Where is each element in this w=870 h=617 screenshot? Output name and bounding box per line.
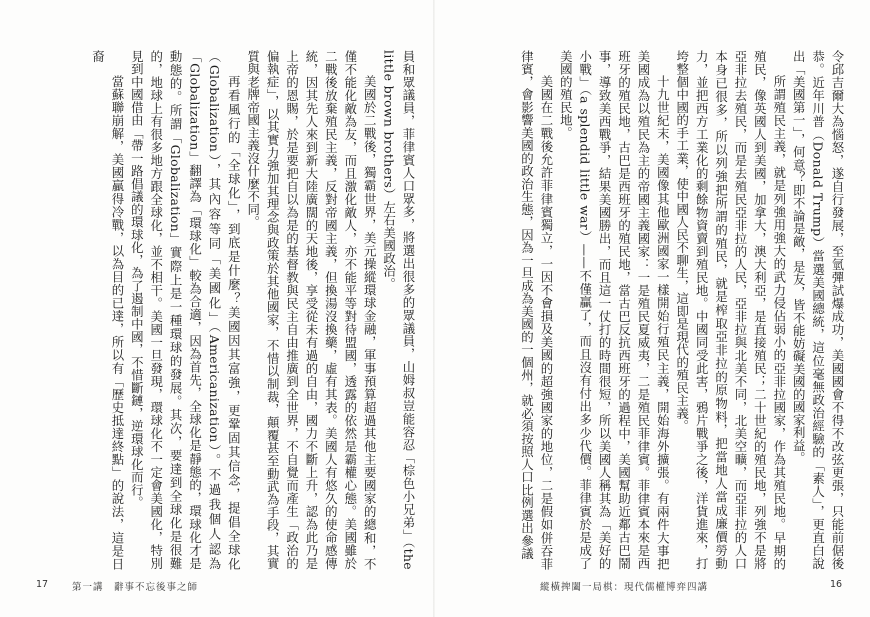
left-page-number: 17: [36, 579, 49, 590]
left-paragraph: 當蘇聯崩解，美國贏得冷戰，以為目的已達，所以有「歷史抵達終點」的說法，這是日裔: [90, 50, 125, 570]
right-paragraph: 令邱吉爾大為惱怒，遂自行發展，至氫彈試爆成功，美國國會不得不改弦更張，只能前倨後恭。近年川普（Donald Trump）當選美國總統，這位毫無政治經驗的「素人」，更直白說出「美國第一」，何意？即不論是敵，是友，皆不能妨礙美國的國家利益。: [791, 50, 845, 570]
left-paragraph: 再看風行的「全球化」，到底是什麼？美國因其富強，更鞏固其信念，提倡全球化（Globalization），其內容等同「美國化」（Americanization）。不過我個人認為「Globalization」翻譯為「環球化」較為合適，因為首先，全球化是靜態的，環球化才是動態的。所謂「Globalization」實際上是一種環球的發展。其次，要達到全球化是很難的，地球上有很多地方跟全球化，並不相干。美國一旦發現，環球化不一定會美國化，特別見到中國借由「帶一路倡議的環球化，為了遏制中國，不惜斷鏈，逆環球化而行。: [129, 50, 242, 570]
left-running-head: 第一講 辭事不忘後事之師: [72, 582, 199, 593]
right-paragraph: 所謂殖民主義，就是列強用強大的武力侵佔弱小的亞非拉國家，作為其殖民地。早期的殖民，像英國人到美國，加拿大，澳大利亞，是直接殖民；二十世紀的殖民地，列強不是將亞非拉去殖民，而是去殖民亞非拉的人民，亞非拉與北美不同，北美空曠，而亞非拉的人口本身已很多，所以列強把所謂的殖民，就是榨取亞非拉的原物料，把當地人當成廉價勞動力，並把西方工業化的剩餘物資賣到殖民地。中國同受此害，鴉片戰爭之後，洋貨進來，打垮整個中國的手工業，使中國人民不聊生，這即是現代的殖民主義。: [674, 50, 787, 570]
right-page: [435, 0, 870, 617]
left-paragraph: 美國於二戰後，獨霸世界，美元操縱環球金融，軍事預算超過其他主要國家的總和，不僅不能化敵為友，而且激化敵人，亦不能平等對待盟國，透露的依然是霸權心態。美國雖於二戰後放棄殖民主義，反對帝國主義，但換湯沒換藥，虛有其表。美國人有悠久的使命感傳統，因其先人來到新大陸廣闊的天地後，享受從未有過的自由，國力不斷上升，認為此乃是上帝的恩賜，於是要把自以為是的基督教與民主自由推廣到全世界，不自覺而產生「政治的偏執症」，以其實力強加其理念與政策於其他國家，不惜以制裁，顛覆甚至動武為手段，其實質與老牌帝國主義沒什麼不同。: [245, 50, 378, 570]
right-paragraph: 美國在二戰後允許菲律賓獨立，一因不會損及美國的超強國家的地位，二是假如併吞菲律賓，會影響美國的政治生態，因為一旦成為美國的一個州，就必須按照人口比例選出參議: [519, 50, 554, 570]
right-page-body: [455, 50, 847, 570]
right-page-number: 16: [830, 579, 843, 590]
right-running-head: 縱橫捭闔一局棋：現代儒權博弈四講: [540, 582, 709, 593]
left-paragraph: 員和眾議員，菲律賓人口眾多，將選出很多的眾議員，山姆叔豈能容忍「棕色小兄弟」（the little brown brothers）左右美國政治。: [381, 50, 416, 570]
right-paragraph: 十九世紀末，美國像其他歐洲國家一樣開始行殖民主義，開始海外擴張。有兩件大事把美國成為以殖民為主的帝國主義國家：一是殖民夏威夷，二是殖民菲律賓。菲律賓本來是西班牙的殖民地，古巴是西班牙的殖民地，當古巴反抗西班牙的過程中，美國幫助近鄰古巴鬧事，導致美西戰爭，結果美國勝出，而且這一仗打的時間很短，所以美國人稱其為「美好的小戰」（a splendid little war）——不僅贏了，而且沒有付出多少代價。菲律賓於是成了美國的殖民地。: [558, 50, 671, 570]
left-page-body: [36, 50, 418, 570]
